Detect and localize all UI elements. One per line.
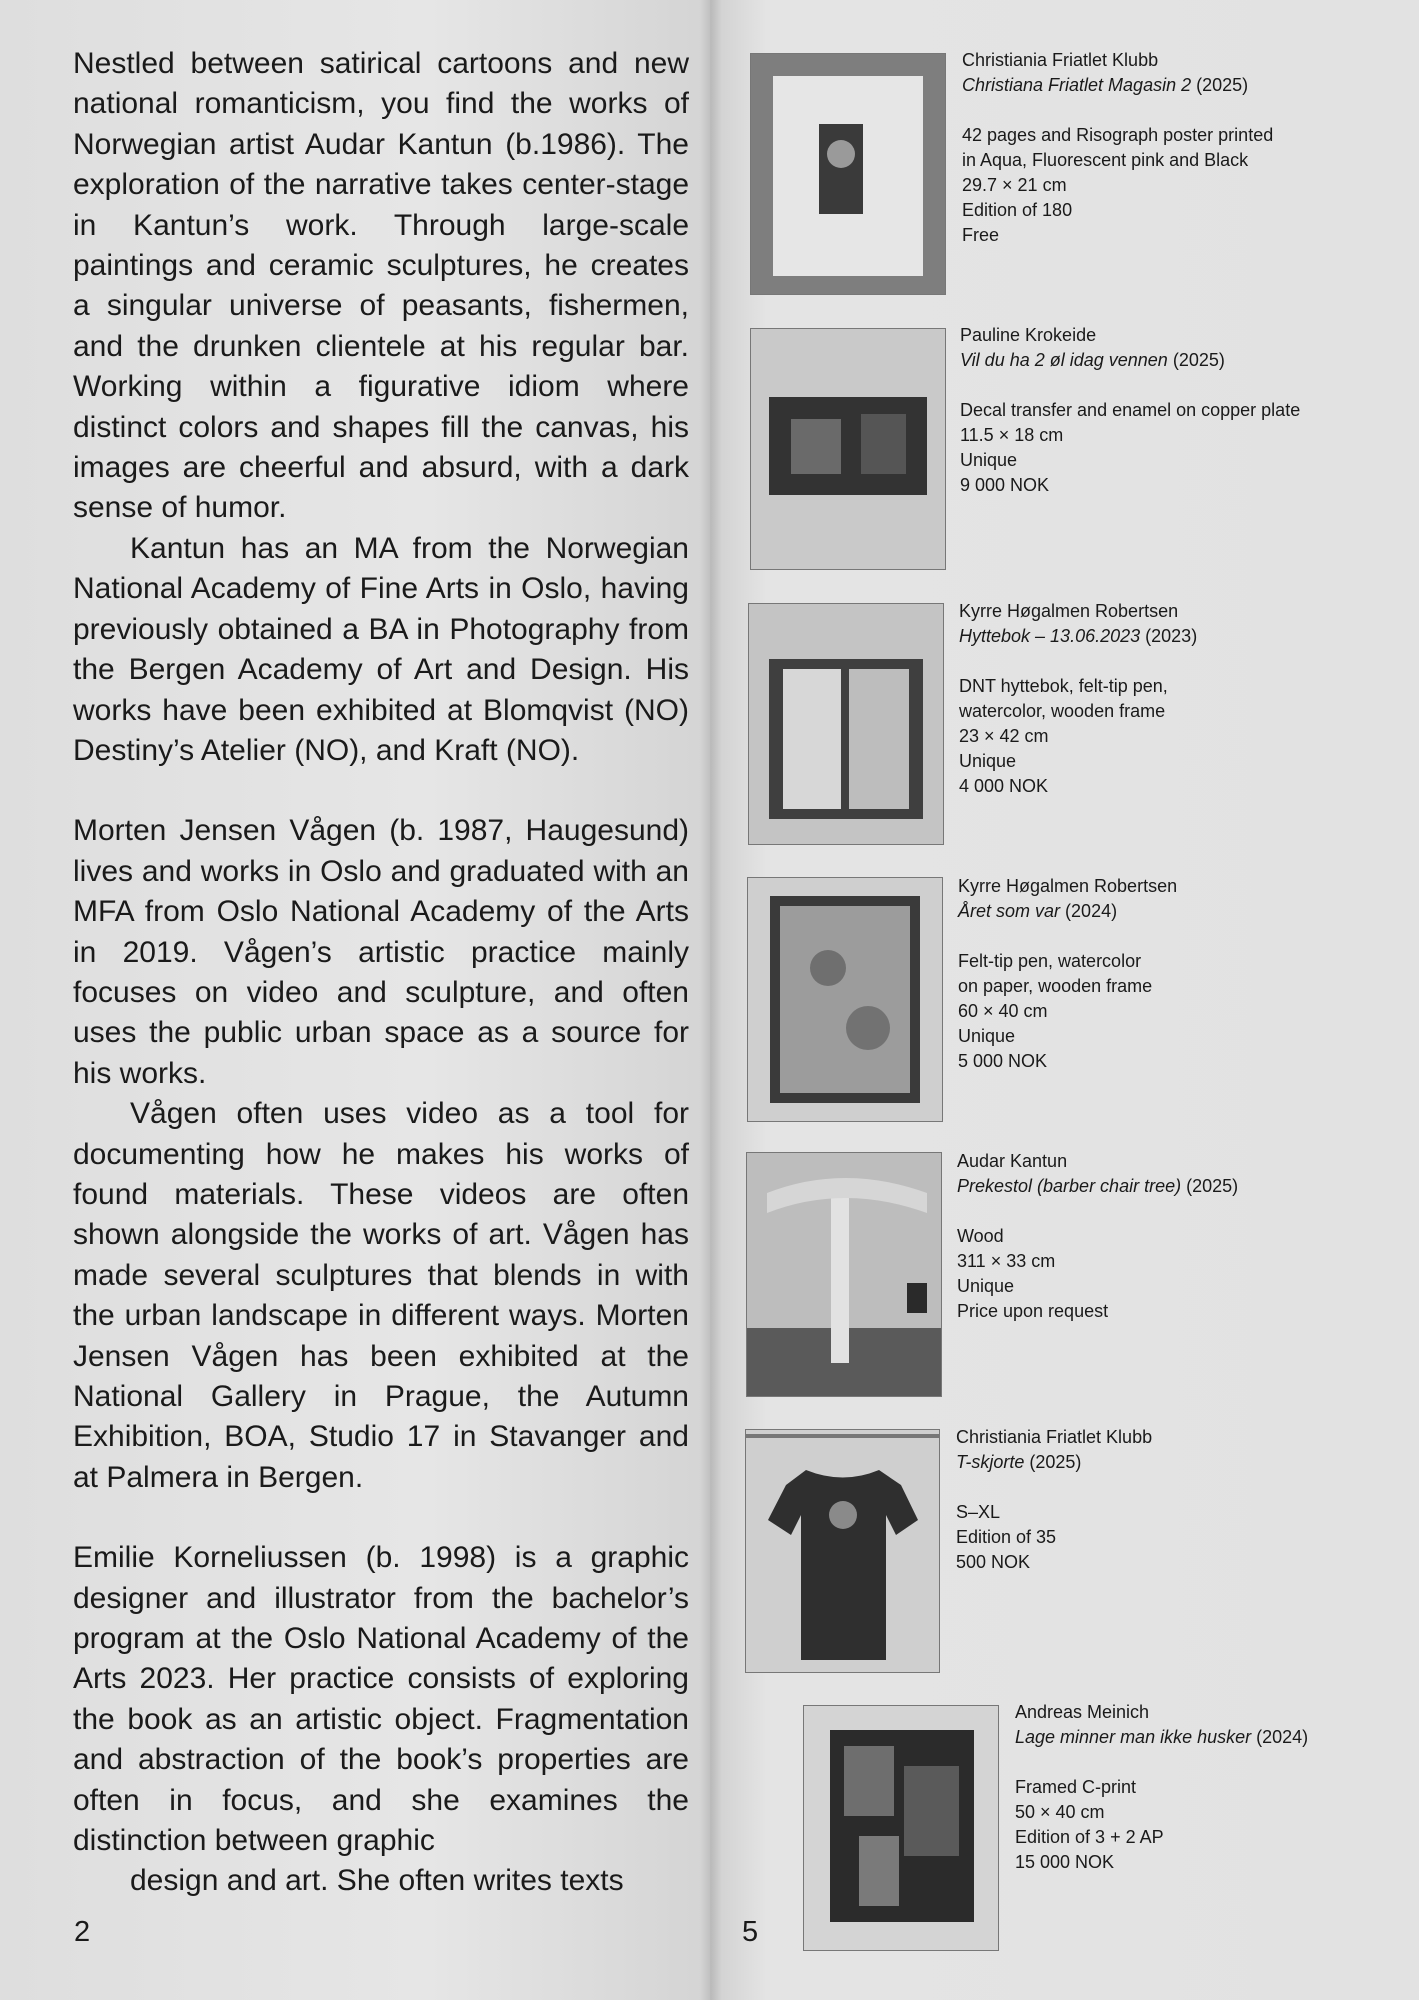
work-detail: watercolor, wooden frame xyxy=(959,701,1166,721)
work-year: (2025) xyxy=(1172,350,1225,370)
paragraph-korneliussen-continued: design and art. She often writes texts xyxy=(130,1864,624,1898)
work-caption-5 xyxy=(957,1149,1238,1324)
work-year: (2024) xyxy=(1065,901,1118,921)
work-year: (2025) xyxy=(1186,1176,1239,1196)
page-number-left: 2 xyxy=(74,1916,91,1948)
wood-sculpture-photo xyxy=(746,1152,942,1397)
work-detail: 311 × 33 cm xyxy=(957,1251,1056,1271)
work-caption-2 xyxy=(960,323,1300,498)
work-detail: Unique xyxy=(958,1026,1016,1046)
work-caption-1 xyxy=(962,48,1273,248)
work-detail: 50 × 40 cm xyxy=(1015,1802,1105,1822)
work-detail: 11.5 × 18 cm xyxy=(960,425,1064,445)
work-title: Året som var xyxy=(958,901,1061,921)
paragraph-korneliussen-intro: Emilie Korneliussen (b. 1998) is a graphic designer and illustrator from the bachelor’s program at the Oslo National Academy of the Arts 2023. Her practice consists of exploring the book as an artistic object. Fragmentation and abstraction of the book’s properties are often in focus, and she examines the distinction between graphic xyxy=(73,1541,689,1858)
work-detail: 60 × 40 cm xyxy=(958,1001,1048,1021)
work-detail: DNT hyttebok, felt-tip pen, xyxy=(959,676,1168,696)
work-title: Christiana Friatlet Magasin 2 xyxy=(962,75,1192,95)
work-year: (2025) xyxy=(1196,75,1249,95)
work-detail: Edition of 3 + 2 AP xyxy=(1015,1827,1164,1847)
work-artist: Christiania Friatlet Klubb xyxy=(956,1427,1153,1447)
work-detail: 15 000 NOK xyxy=(1015,1852,1115,1872)
work-detail: Framed C-print xyxy=(1015,1777,1137,1797)
work-year: (2024) xyxy=(1256,1727,1309,1747)
work-year: (2025) xyxy=(1029,1452,1082,1472)
paragraph-kantun-education: Kantun has an MA from the Norwegian National Academy of Fine Arts in Oslo, having previously obtained a BA in Photography from the Bergen Academy of Art and Design. His works have been exhibited at Blomqvist (NO) Destiny’s Atelier (NO), and Kraft (NO). xyxy=(73,531,689,767)
risograph-magazine-photo xyxy=(750,53,946,295)
book-gutter xyxy=(700,0,722,2000)
work-detail: Wood xyxy=(957,1226,1004,1246)
work-detail: Unique xyxy=(959,751,1017,771)
work-detail: 29.7 × 21 cm xyxy=(962,175,1067,195)
work-caption-6 xyxy=(956,1425,1152,1575)
work-detail: Decal transfer and enamel on copper plate xyxy=(960,400,1301,420)
work-detail: Edition of 180 xyxy=(962,200,1073,220)
work-detail: S–XL xyxy=(956,1502,1001,1522)
work-detail: Felt-tip pen, watercolor xyxy=(958,951,1142,971)
work-detail: Free xyxy=(962,225,1000,245)
work-title: Hyttebok – 13.06.2023 xyxy=(959,626,1141,646)
work-detail: 5 000 NOK xyxy=(958,1051,1048,1071)
t-shirt-photo xyxy=(745,1429,940,1673)
work-detail: 4 000 NOK xyxy=(959,776,1049,796)
work-title: Vil du ha 2 øl idag vennen xyxy=(960,350,1168,370)
work-artist: Audar Kantun xyxy=(957,1151,1068,1171)
work-artist: Kyrre Høgalmen Robertsen xyxy=(958,876,1178,896)
framed-drawing-photo xyxy=(747,877,943,1122)
work-artist: Andreas Meinich xyxy=(1015,1702,1150,1722)
copper-plate-photo xyxy=(750,328,946,570)
work-detail: 500 NOK xyxy=(956,1552,1031,1572)
work-title: T-skjorte xyxy=(956,1452,1025,1472)
work-detail: 23 × 42 cm xyxy=(959,726,1049,746)
work-year: (2023) xyxy=(1145,626,1198,646)
paragraph-vagen-intro: Morten Jensen Vågen (b. 1987, Haugesund) lives and works in Oslo and graduated with an MFA from Oslo National Academy of the Arts in 2019. Vågen’s artistic practice mainly focuses on video and sculpture, and often uses the public urban space as a source for his works. xyxy=(73,814,689,1090)
work-detail: Price upon request xyxy=(957,1301,1109,1321)
page-number-right: 5 xyxy=(742,1916,759,1948)
work-detail: Edition of 35 xyxy=(956,1527,1057,1547)
work-detail: Unique xyxy=(960,450,1018,470)
framed-book-photo xyxy=(748,603,944,845)
paragraph-vagen-video: Vågen often uses video as a tool for documenting how he makes his works of found materials. These videos are often shown alongside the works of art. Vågen has made several sculptures that blends in with the urban landscape in different ways. Morten Jensen Vågen has been exhibited at the National Gallery in Prague, the Autumn Exhibition, BOA, Studio 17 in Stavanger and at Palmera in Bergen. xyxy=(73,1097,689,1494)
work-detail: in Aqua, Fluorescent pink and Black xyxy=(962,150,1249,170)
framed-photo-print xyxy=(803,1705,999,1951)
work-title: Lage minner man ikke husker xyxy=(1015,1727,1252,1747)
work-detail: on paper, wooden frame xyxy=(958,976,1153,996)
work-artist: Pauline Krokeide xyxy=(960,325,1097,345)
work-title: Prekestol (barber chair tree) xyxy=(957,1176,1182,1196)
left-page-body xyxy=(73,44,689,1902)
work-detail: 42 pages and Risograph poster printed xyxy=(962,125,1274,145)
work-caption-4 xyxy=(958,874,1177,1074)
work-caption-3 xyxy=(959,599,1197,799)
work-detail: 9 000 NOK xyxy=(960,475,1050,495)
work-artist: Christiania Friatlet Klubb xyxy=(962,50,1159,70)
work-artist: Kyrre Høgalmen Robertsen xyxy=(959,601,1179,621)
work-detail: Unique xyxy=(957,1276,1015,1296)
paragraph-kantun-intro: Nestled between satirical cartoons and new national romanticism, you find the works of Norwegian artist Audar Kantun (b.1986). The exploration of the narrative takes center-stage in Kantun’s work. Through large-scale paintings and ceramic sculptures, he creates a singular universe of peasants, fishermen, and the drunken clientele at his regular bar. Working within a figurative idiom where distinct colors and shapes fill the canvas, his images are cheerful and absurd, with a dark sense of humor. xyxy=(73,47,689,525)
work-caption-7 xyxy=(1015,1700,1308,1875)
